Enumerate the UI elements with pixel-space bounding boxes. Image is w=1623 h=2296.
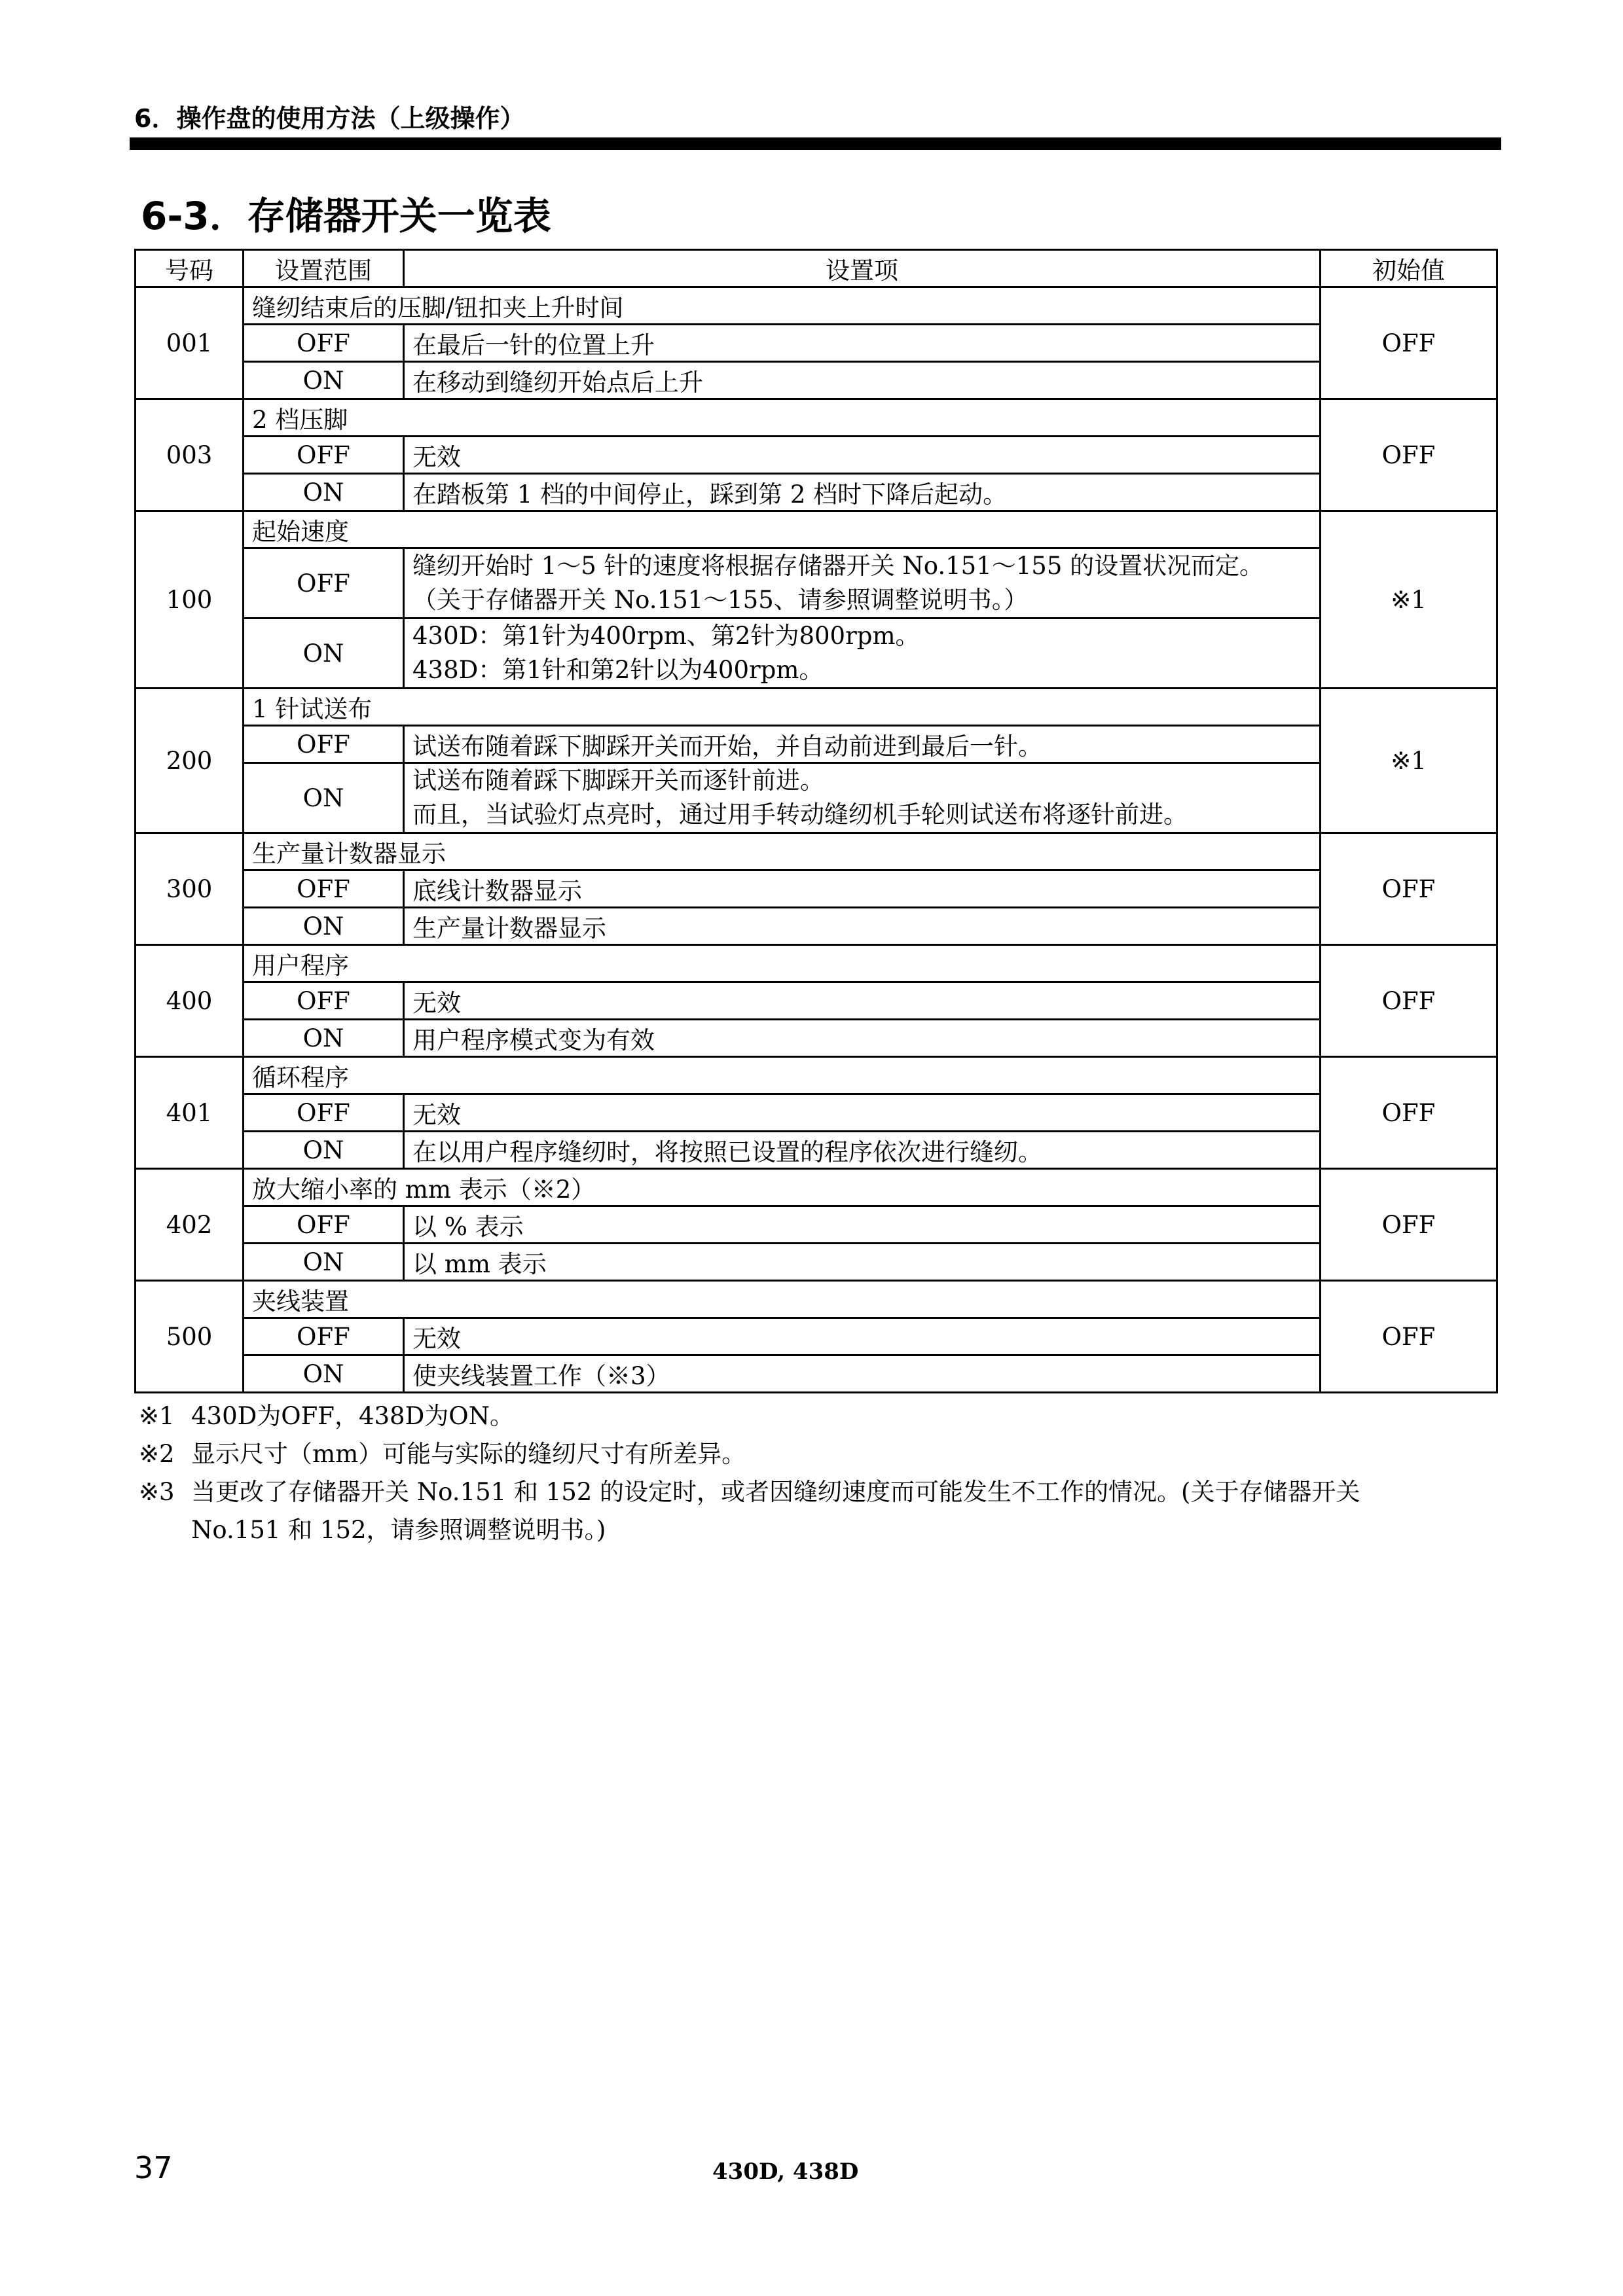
table-row xyxy=(136,325,1497,362)
table-row xyxy=(136,870,1497,908)
table-row xyxy=(136,1206,1497,1244)
option-range: ON xyxy=(244,908,404,945)
footnote-text: 显示尺寸（mm）可能与实际的缝纫尺寸有所差异。 xyxy=(191,1440,746,1468)
switch-initial-value: OFF xyxy=(1321,945,1497,1057)
footnote-mark: ※1 xyxy=(139,1402,175,1430)
switch-title: 生产量计数器显示 xyxy=(244,833,1321,870)
table-row xyxy=(136,1318,1497,1355)
footnote-line xyxy=(139,1473,1507,1511)
option-description xyxy=(404,1318,1321,1355)
switch-title: 夹线装置 xyxy=(244,1281,1321,1318)
option-description-line: 在移动到缝纫开始点后上升 xyxy=(412,368,703,397)
table-row xyxy=(136,1020,1497,1057)
switch-number: 400 xyxy=(136,945,244,1057)
table-row xyxy=(136,474,1497,511)
page-number: 37 xyxy=(134,2150,173,2185)
footnote-line xyxy=(139,1435,1507,1473)
option-range: ON xyxy=(244,474,404,511)
switch-number: 003 xyxy=(136,399,244,511)
switch-number: 001 xyxy=(136,287,244,399)
switch-title: 1 针试送布 xyxy=(244,689,1321,726)
option-range: ON xyxy=(244,1355,404,1393)
switch-initial-value: OFF xyxy=(1321,1281,1497,1393)
switch-initial-value: ※1 xyxy=(1321,511,1497,689)
table-row xyxy=(136,548,1497,619)
footnote-text: 当更改了存储器开关 No.151 和 152 的设定时，或者因缝纫速度而可能发生不工作的情况。(关于存储器开关 xyxy=(191,1478,1360,1506)
option-description-line: 缝纫开始时 1～5 针的速度将根据存储器开关 No.151～155 的设置状况而定。 xyxy=(412,552,1264,580)
option-range: ON xyxy=(244,1244,404,1281)
table-row xyxy=(136,1244,1497,1281)
switch-title: 起始速度 xyxy=(244,511,1321,548)
footnote-line: No.151 和 152，请参照调整说明书。) xyxy=(191,1516,606,1544)
model-label: 430D, 438D xyxy=(712,2159,859,2185)
option-description-line: 试送布随着踩下脚踩开关而逐针前进。 xyxy=(412,766,824,795)
switch-initial-value: OFF xyxy=(1321,1057,1497,1169)
option-range: OFF xyxy=(244,325,404,362)
option-range: ON xyxy=(244,1020,404,1057)
option-description-line: 在以用户程序缝纫时，将按照已设置的程序依次进行缝纫。 xyxy=(412,1138,1042,1166)
switch-initial-value: ※1 xyxy=(1321,689,1497,833)
option-range: OFF xyxy=(244,1318,404,1355)
option-description xyxy=(404,726,1321,763)
switch-initial-value: OFF xyxy=(1321,1169,1497,1281)
switch-initial-value: OFF xyxy=(1321,287,1497,399)
option-description xyxy=(404,1244,1321,1281)
table-row xyxy=(136,399,1497,437)
option-range: ON xyxy=(244,619,404,689)
switch-title: 2 档压脚 xyxy=(244,399,1321,437)
option-description-line: 以 mm 表示 xyxy=(412,1250,547,1278)
option-description-line: 试送布随着踩下脚踩开关而开始，并自动前进到最后一针。 xyxy=(412,732,1042,761)
option-description-line: 生产量计数器显示 xyxy=(412,914,606,942)
table-row xyxy=(136,1355,1497,1393)
option-range: ON xyxy=(244,1132,404,1169)
option-range: OFF xyxy=(244,437,404,474)
memory-switch-table xyxy=(134,249,1498,1393)
option-description xyxy=(404,1132,1321,1169)
column-header-range: 设置范围 xyxy=(244,250,404,287)
table-row xyxy=(136,511,1497,548)
option-description-line: 无效 xyxy=(412,989,461,1017)
option-description xyxy=(404,474,1321,511)
option-description-line: 无效 xyxy=(412,1101,461,1129)
footnote-line xyxy=(139,1397,1507,1435)
table-row xyxy=(136,1132,1497,1169)
page-title: 6-3．存储器开关一览表 xyxy=(141,194,551,238)
option-description xyxy=(404,362,1321,399)
option-description xyxy=(404,1355,1321,1393)
option-range: OFF xyxy=(244,726,404,763)
switch-number: 100 xyxy=(136,511,244,689)
option-range: ON xyxy=(244,362,404,399)
option-range: OFF xyxy=(244,548,404,619)
footnote-text: 430D为OFF，438D为ON。 xyxy=(191,1402,514,1430)
option-description xyxy=(404,437,1321,474)
option-description xyxy=(404,763,1321,833)
table-row xyxy=(136,1057,1497,1094)
table-row xyxy=(136,945,1497,982)
switch-number: 401 xyxy=(136,1057,244,1169)
option-description-line: 430D：第1针为400rpm、第2针为800rpm。 xyxy=(412,622,920,650)
option-range: OFF xyxy=(244,1206,404,1244)
option-range: OFF xyxy=(244,982,404,1020)
option-description-line: 无效 xyxy=(412,443,461,471)
header-rule xyxy=(130,137,1501,150)
section-header: 6．操作盘的使用方法（上级操作） xyxy=(134,104,525,133)
option-description xyxy=(404,548,1321,619)
option-description xyxy=(404,1094,1321,1132)
option-description xyxy=(404,870,1321,908)
switch-title: 用户程序 xyxy=(244,945,1321,982)
table-row xyxy=(136,1169,1497,1206)
switch-number: 300 xyxy=(136,833,244,945)
option-range: OFF xyxy=(244,870,404,908)
table-row xyxy=(136,763,1497,833)
switch-number: 200 xyxy=(136,689,244,833)
switch-initial-value: OFF xyxy=(1321,399,1497,511)
option-range: OFF xyxy=(244,1094,404,1132)
option-description-line: 在最后一针的位置上升 xyxy=(412,331,655,359)
option-description-line: （关于存储器开关 No.151～155、请参照调整说明书。） xyxy=(412,586,1029,614)
column-header-item: 设置项 xyxy=(404,250,1321,287)
table-row xyxy=(136,619,1497,689)
column-header-number: 号码 xyxy=(136,250,244,287)
table-row xyxy=(136,982,1497,1020)
table-row xyxy=(136,287,1497,325)
table-row xyxy=(136,1094,1497,1132)
switch-number: 402 xyxy=(136,1169,244,1281)
table-body xyxy=(136,287,1497,1393)
footnotes xyxy=(139,1397,1507,1549)
option-description-line: 以 % 表示 xyxy=(412,1213,524,1241)
option-description-line: 底线计数器显示 xyxy=(412,877,582,905)
table-header-row xyxy=(136,250,1497,287)
option-description xyxy=(404,1206,1321,1244)
option-description-line: 在踏板第 1 档的中间停止，踩到第 2 档时下降后起动。 xyxy=(412,480,1008,509)
option-description-line: 而且，当试验灯点亮时，通过用手转动缝纫机手轮则试送布将逐针前进。 xyxy=(412,800,1188,829)
switch-number: 500 xyxy=(136,1281,244,1393)
option-description-line: 438D：第1针和第2针以为400rpm。 xyxy=(412,656,824,684)
option-description xyxy=(404,982,1321,1020)
footnote-mark: ※2 xyxy=(139,1440,175,1468)
column-header-initial: 初始值 xyxy=(1321,250,1497,287)
table-row xyxy=(136,689,1497,726)
table-row xyxy=(136,1281,1497,1318)
table-row xyxy=(136,362,1497,399)
switch-title: 缝纫结束后的压脚/钮扣夹上升时间 xyxy=(244,287,1321,325)
table-row xyxy=(136,437,1497,474)
switch-initial-value: OFF xyxy=(1321,833,1497,945)
option-description xyxy=(404,325,1321,362)
option-description-line: 无效 xyxy=(412,1325,461,1353)
switch-title: 放大缩小率的 mm 表示（※2） xyxy=(244,1169,1321,1206)
footnote-mark: ※3 xyxy=(139,1478,175,1506)
option-description xyxy=(404,619,1321,689)
option-description-line: 用户程序模式变为有效 xyxy=(412,1026,655,1054)
table-row xyxy=(136,833,1497,870)
option-description-line: 使夹线装置工作（※3） xyxy=(412,1362,670,1390)
switch-title: 循环程序 xyxy=(244,1057,1321,1094)
table-row xyxy=(136,908,1497,945)
table-row xyxy=(136,726,1497,763)
option-range: ON xyxy=(244,763,404,833)
option-description xyxy=(404,908,1321,945)
option-description xyxy=(404,1020,1321,1057)
